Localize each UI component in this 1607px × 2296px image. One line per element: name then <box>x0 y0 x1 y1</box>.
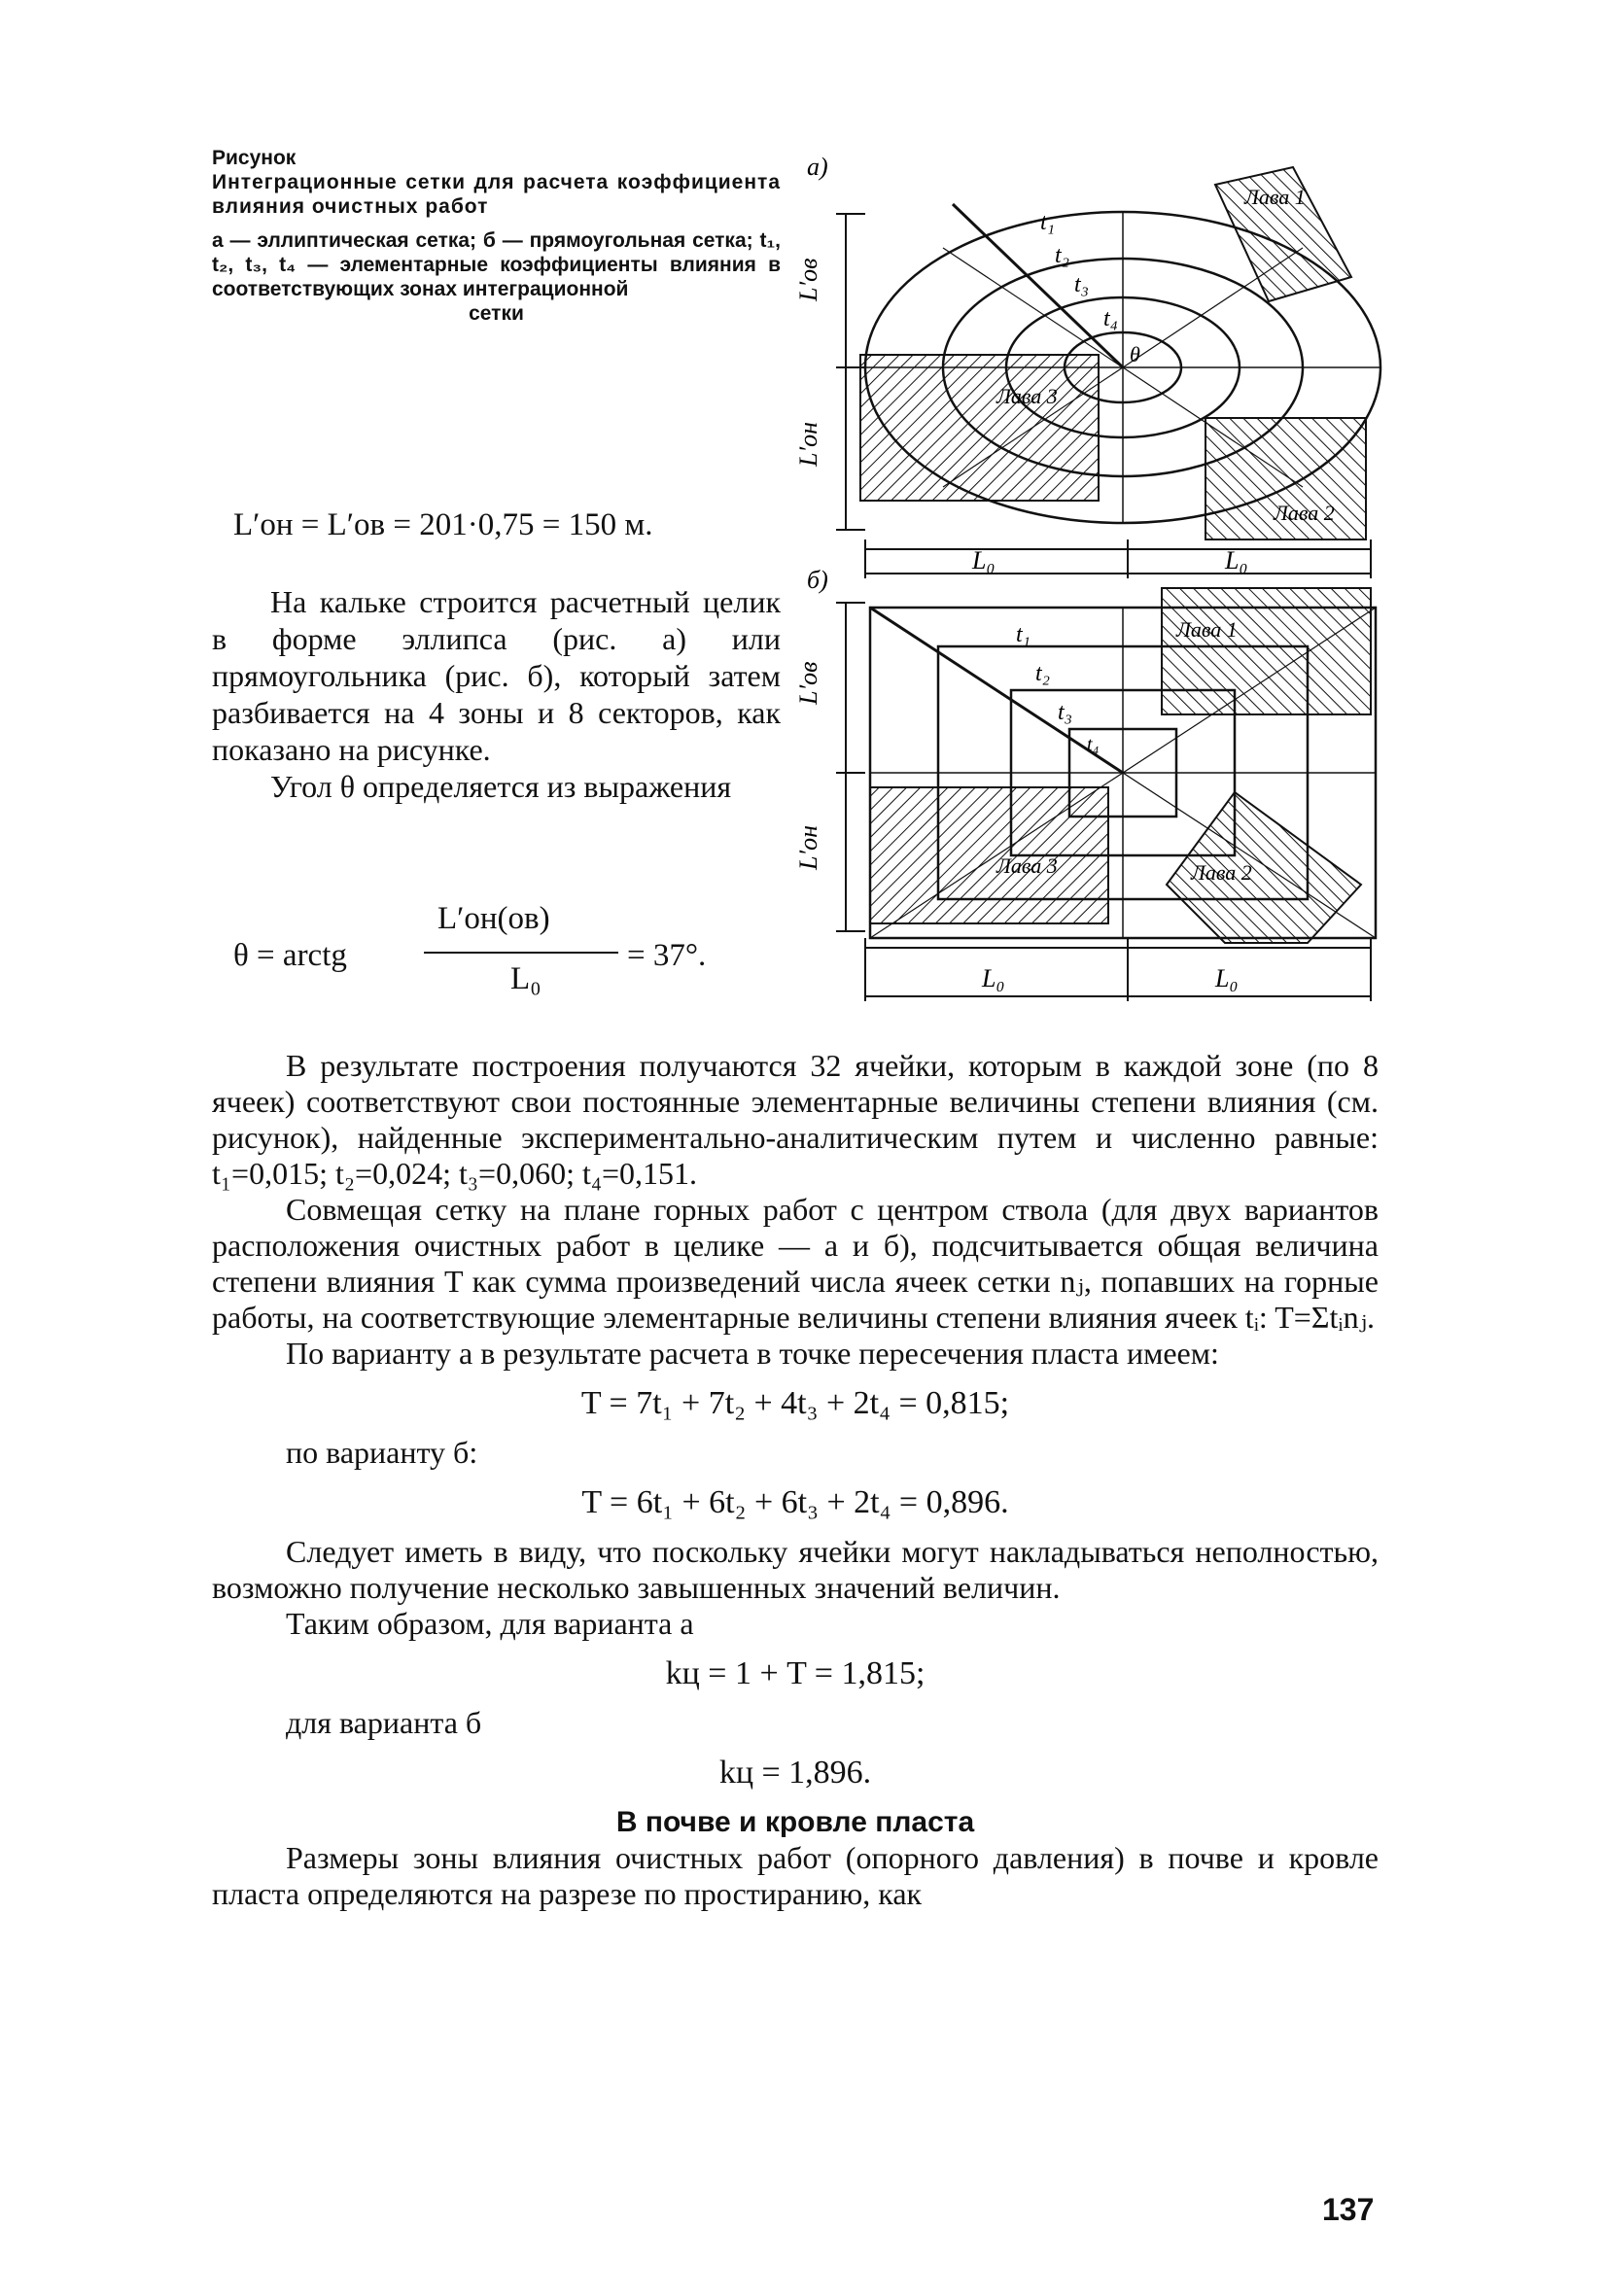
panel-a-lava-3-label: Лава 3 <box>996 384 1058 408</box>
equation-4: kц = 1,896. <box>718 1755 872 1791</box>
body-paragraph-3: По варианту а в результате расчета в точке пересечения пласта имеем: <box>286 1336 1219 1371</box>
panel-b-t3: t₃ <box>1058 700 1073 725</box>
panel-b-t4: t₄ <box>1087 734 1100 755</box>
panel-a-t3: t₃ <box>1074 272 1090 297</box>
panel-b-t2: t₂ <box>1035 661 1051 686</box>
panel-b-lava-2-label: Лава 2 <box>1191 860 1252 885</box>
body-paragraph-1: В результате построения получаются 32 ячейки, которым в каждой зоне (по 8 ячеек) соответствуют свои постоянные элементарные величины степени влияния (см. рисунок), найденные экспериментально-аналитическим путем и численно равные: t₁=0,015; t₂=0,024; t₃=0,060; t₄=0,151. <box>212 1048 1379 1191</box>
panel-a-lava-1-label: Лава 1 <box>1244 185 1306 209</box>
caption-legend <box>212 228 781 326</box>
page-number: 137 <box>1322 2192 1375 2227</box>
body-text <box>212 1048 1379 1912</box>
panel-a-lava-2-label: Лава 2 <box>1274 501 1335 525</box>
formula-theta-numerator: L′он(ов) <box>437 901 550 936</box>
figure-caption <box>212 146 781 326</box>
panel-a-dim-l0-right: L₀ <box>1225 546 1248 574</box>
panel-a-dim-lon: L′он <box>794 421 822 467</box>
figure-integration-grids <box>778 146 1400 1011</box>
panel-b <box>794 566 1376 1001</box>
formula-theta-lhs: θ = arctg <box>233 938 347 973</box>
left-paragraph-2: Угол θ определяется из выражения <box>270 769 732 804</box>
panel-a-dim-l0-left: L₀ <box>972 546 996 574</box>
body-paragraph-5: Следует иметь в виду, что поскольку ячейки могут накладываться неполностью, возможно получение несколько завышенных значений величин. <box>212 1534 1379 1605</box>
panel-b-dim-l0-left: L₀ <box>982 964 1005 992</box>
panel-a-t1: t₁ <box>1040 210 1056 235</box>
caption-subtitle: Интеграционные сетки для расчета коэффициента влияния очистных работ <box>212 171 781 218</box>
formula-l: L′он = L′ов = 201·0,75 = 150 м. <box>233 507 653 542</box>
equation-1: T = 7t₁ + 7t₂ + 4t₃ + 2t₄ = 0,815; <box>580 1385 1010 1421</box>
panel-a-theta: θ <box>1130 342 1140 366</box>
panel-b-dim-l0-right: L₀ <box>1215 964 1239 992</box>
formula-theta-denominator: L₀ <box>510 961 541 996</box>
left-column-text <box>212 583 781 805</box>
body-paragraph-4: по варианту б: <box>286 1435 478 1470</box>
panel-a <box>794 153 1380 578</box>
caption-title: Рисунок <box>212 147 297 169</box>
panel-b-lava-3-label: Лава 3 <box>996 853 1058 878</box>
formula-theta <box>233 899 739 1006</box>
formula-theta-rhs: = 37°. <box>627 938 707 973</box>
equation-2: T = 6t₁ + 6t₂ + 6t₃ + 2t₄ = 0,896. <box>581 1484 1009 1520</box>
equation-3: kц = 1 + T = 1,815; <box>665 1655 926 1691</box>
body-paragraph-6: Таким образом, для варианта а <box>286 1606 694 1641</box>
panel-a-t2: t₂ <box>1055 243 1070 268</box>
panel-a-label: а) <box>807 153 828 181</box>
formula-theta-fraction-bar <box>424 952 618 954</box>
panel-b-label: б) <box>807 566 828 594</box>
section-heading: В почве и кровле пласта <box>615 1806 975 1838</box>
left-paragraph-1: На кальке строится расчетный целик в форме эллипса (рис. а) или прямоугольника (рис. б), который затем разбивается на 4 зоны и 8 секторов, как показано на рисунке. <box>212 584 781 767</box>
caption-legend-end: сетки <box>469 302 524 325</box>
panel-b-lava-1-label: Лава 1 <box>1176 617 1238 642</box>
panel-b-dim-lon: L′он <box>794 824 822 870</box>
body-paragraph-8: Размеры зоны влияния очистных работ (опорного давления) в почве и кровле пласта определяются на разрезе по простиранию, как <box>212 1840 1379 1911</box>
caption-legend-text: а — эллиптическая сетка; б — прямоугольная сетка; t₁, t₂, t₃, t₄ — элементарные коэффициенты влияния в соответствующих зонах интеграционной <box>212 229 781 300</box>
panel-a-dim-lov: L′ов <box>794 258 822 301</box>
body-paragraph-7: для варианта б <box>286 1705 482 1740</box>
panel-b-t1: t₁ <box>1016 622 1031 647</box>
body-paragraph-2: Совмещая сетку на плане горных работ с центром ствола (для двух вариантов расположения очистных работ в целике — а и б), подсчитывается общая величина степени влияния T как сумма произведений числа ячеек сетки nⱼ, попавших на горные работы, на соответствующие элементарные величины степени влияния ячеек tᵢ: T=Σtᵢnⱼ. <box>212 1192 1379 1335</box>
panel-a-t4: t₄ <box>1103 306 1119 331</box>
panel-b-dim-lov: L′ов <box>794 661 822 705</box>
